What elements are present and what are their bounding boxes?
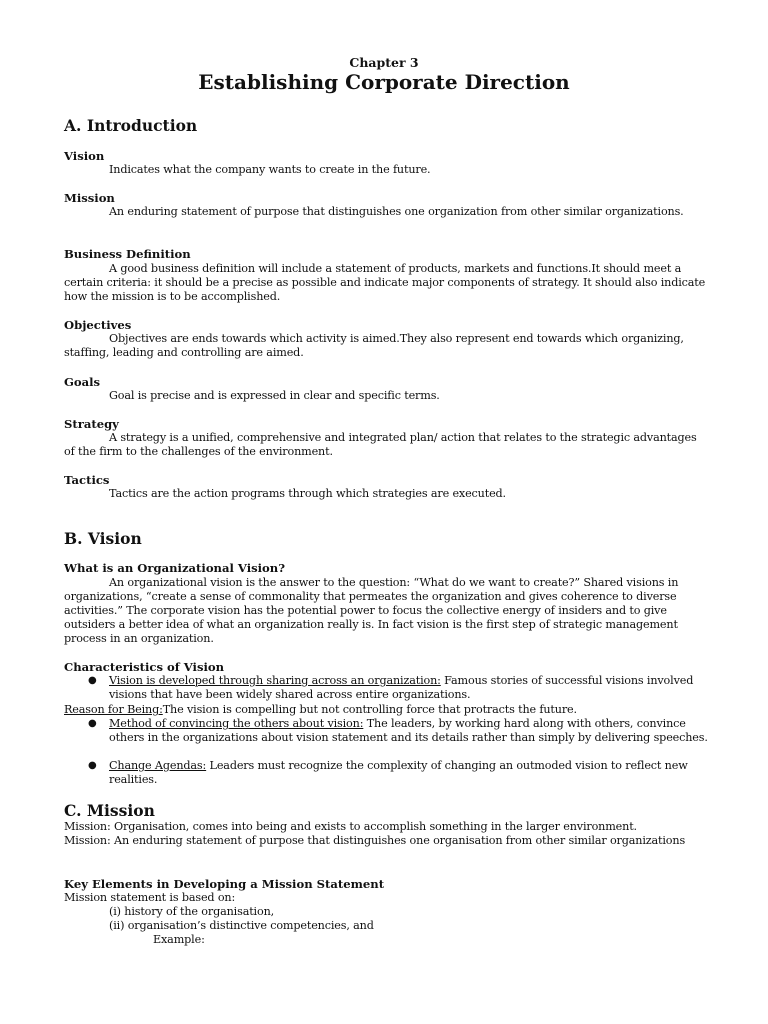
mission-line-1: Mission: Organisation, comes into being and exists to accomplish something in the larger environment. (64, 820, 637, 833)
key-elements-intro: Mission statement is based on: (64, 891, 236, 904)
key-element-competencies: (ii) organisation’s distinctive competencies, and (109, 919, 374, 932)
goals-label: Goals (64, 375, 101, 389)
bullet-glyph: ● (88, 718, 97, 729)
section-b-heading: B. Vision (64, 529, 142, 548)
characteristics-label: Characteristics of Vision (64, 660, 225, 674)
bullet-change-agendas: Change Agendas: Leaders must recognize the complexity of changing an outmoded vision to reflect new realities. (109, 759, 688, 786)
key-elements-label: Key Elements in Developing a Mission Statement (64, 877, 385, 891)
mission-line-2: Mission: An enduring statement of purpose that distinguishes one organisation from other similar organizations (64, 834, 686, 847)
key-element-history: (i) history of the organisation, (109, 905, 275, 918)
page-title: Establishing Corporate Direction (198, 70, 570, 94)
business-definition-label: Business Definition (64, 247, 191, 261)
section-a-heading: A. Introduction (64, 116, 198, 135)
mission-label: Mission (64, 191, 115, 205)
organizational-vision-label: What is an Organizational Vision? (64, 561, 286, 575)
bullet-glyph: ● (88, 675, 97, 686)
bullet-convincing-method: Method of convincing the others about vision: The leaders, by working hard along with others, convince others in the organizations about vision statement and its details rather than simply by delivering speeches. (109, 717, 708, 744)
objectives-label: Objectives (64, 318, 132, 332)
objectives-text: Objectives are ends towards which activity is aimed.They also represent end towards which organizing, staffing, leading and controlling are aimed. (64, 332, 684, 359)
business-definition-text: A good business definition will include a statement of products, markets and functions.It should meet a certain criteria: it should be a precise as possible and indicate major components of strategy. It should also indicate how the mission is to be accomplished. (64, 262, 706, 303)
tactics-label: Tactics (64, 473, 110, 487)
vision-text: Indicates what the company wants to create in the future. (109, 163, 431, 176)
bullet-vision-sharing: Vision is developed through sharing across an organization: Famous stories of successful visions involved visions that have been widely shared across entire organizations. (109, 674, 694, 701)
chapter-label: Chapter 3 (349, 55, 419, 70)
strategy-text: A strategy is a unified, comprehensive and integrated plan/ action that relates to the strategic advantages of the firm to the challenges of the environment. (64, 431, 697, 458)
tactics-text: Tactics are the action programs through which strategies are executed. (109, 487, 506, 500)
strategy-label: Strategy (64, 417, 119, 431)
mission-text: An enduring statement of purpose that distinguishes one organization from other similar organizations. (109, 205, 684, 218)
organizational-vision-text: An organizational vision is the answer to the question: “What do we want to create?” Shared visions in organizations, “create a sense of commonality that permeates the organization and gives coherence to diverse activities.” The corporate vision has the potential power to focus the collective energy of insiders and to give outsiders a better idea of what an organization really is. In fact vision is the first step of strategic management process in an organization. (64, 576, 679, 645)
bullet-glyph: ● (88, 760, 97, 771)
reason-for-being: Reason for Being:The vision is compelling but not controlling force that protracts the future. (64, 703, 577, 716)
example-label: Example: (153, 933, 205, 946)
section-c-heading: C. Mission (64, 801, 155, 820)
vision-label: Vision (64, 149, 105, 163)
goals-text: Goal is precise and is expressed in clear and specific terms. (109, 389, 440, 402)
